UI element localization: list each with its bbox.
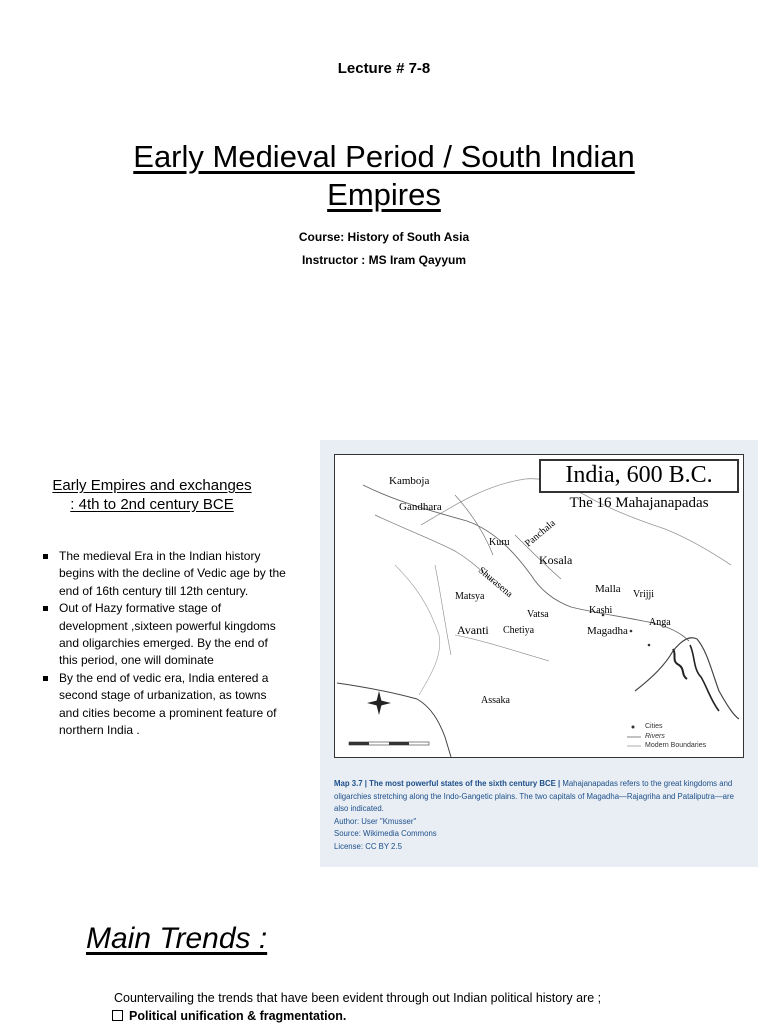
region-label-avanti: Avanti — [457, 623, 489, 637]
region-label-kuru: Kuru — [489, 537, 510, 548]
main-trends-heading: Main Trends : — [86, 922, 268, 955]
caption-license: License: CC BY 2.5 — [334, 841, 402, 851]
region-label-gandhara: Gandhara — [399, 501, 442, 513]
region-label-assaka: Assaka — [481, 695, 510, 706]
section-heading-line-2: : 4th to 2nd century BCE — [70, 496, 234, 513]
bullet-item: Out of Hazy formative stage of development ,sixteen powerful kingdoms and oligarchies emerged. By the end of this period, one will dominate — [40, 600, 286, 670]
caption-description — [334, 778, 744, 816]
section-heading — [36, 476, 268, 514]
region-label-chetiya: Chetiya — [503, 625, 535, 636]
caption-text: Mahajanapadas refers to the great kingdoms and oligarchies stretching along the Indo-Gangetic plains. The two capitals of Magadha—Rajagriha and Pataliputra—are also indicated. — [334, 779, 734, 813]
region-label-anga: Anga — [649, 617, 671, 628]
map-figure — [320, 440, 758, 867]
map-caption — [334, 778, 744, 853]
legend-cities: Cities — [645, 723, 663, 730]
trend-item-label: Political unification & fragmentation. — [129, 1009, 347, 1023]
legend-rivers: Rivers — [645, 733, 665, 740]
section-heading-line-1: Early Empires and exchanges — [52, 477, 252, 494]
bullet-item: By the end of vedic era, India entered a second stage of urbanization, as towns and cities become a prominent feature of northern India . — [40, 670, 286, 740]
region-label-shurasena: Shurasena — [475, 565, 515, 600]
region-label-kashi: Kashi — [589, 605, 613, 616]
map-image — [334, 454, 744, 758]
instructor-name: Instructor : MS Iram Qayyum — [301, 253, 467, 267]
trend-item-political — [112, 1009, 346, 1023]
region-label-panchala: Panchala — [523, 517, 558, 550]
region-label-kosala: Kosala — [539, 553, 573, 567]
course-name: Course: History of South Asia — [298, 230, 470, 244]
region-label-vrijji: Vrijji — [633, 589, 655, 600]
region-label-matsya: Matsya — [455, 591, 485, 602]
bullet-list — [40, 548, 286, 739]
checkbox-bullet-icon — [112, 1010, 123, 1021]
region-label-kamboja: Kamboja — [389, 475, 430, 487]
legend-modern-boundaries: Modern Boundaries — [645, 742, 707, 749]
title-line-2: Empires — [327, 177, 441, 212]
region-label-malla: Malla — [595, 583, 621, 595]
lecture-number: Lecture # 7-8 — [337, 60, 431, 77]
caption-map-number: Map 3.7 | The most powerful states of the sixth century BCE | — [334, 779, 561, 788]
trends-intro-text: Countervailing the trends that have been evident through out Indian political history are ; — [114, 991, 602, 1005]
map-title: India, 600 B.C. — [565, 462, 713, 488]
scale-bar — [349, 742, 429, 745]
bullet-item: The medieval Era in the Indian history begins with the decline of Vedic age by the end of 16th century till 12th century. — [40, 548, 286, 600]
compass-icon — [367, 691, 391, 715]
title-line-1: Early Medieval Period / South Indian — [133, 139, 635, 174]
region-label-vatsa: Vatsa — [527, 609, 549, 620]
region-label-magadha: Magadha — [587, 625, 628, 637]
caption-author: Author: User "Kmusser" — [334, 816, 417, 826]
map-subtitle: The 16 Mahajanapadas — [569, 495, 709, 511]
caption-source: Source: Wikimedia Commons — [334, 829, 437, 838]
document-title — [84, 138, 684, 214]
